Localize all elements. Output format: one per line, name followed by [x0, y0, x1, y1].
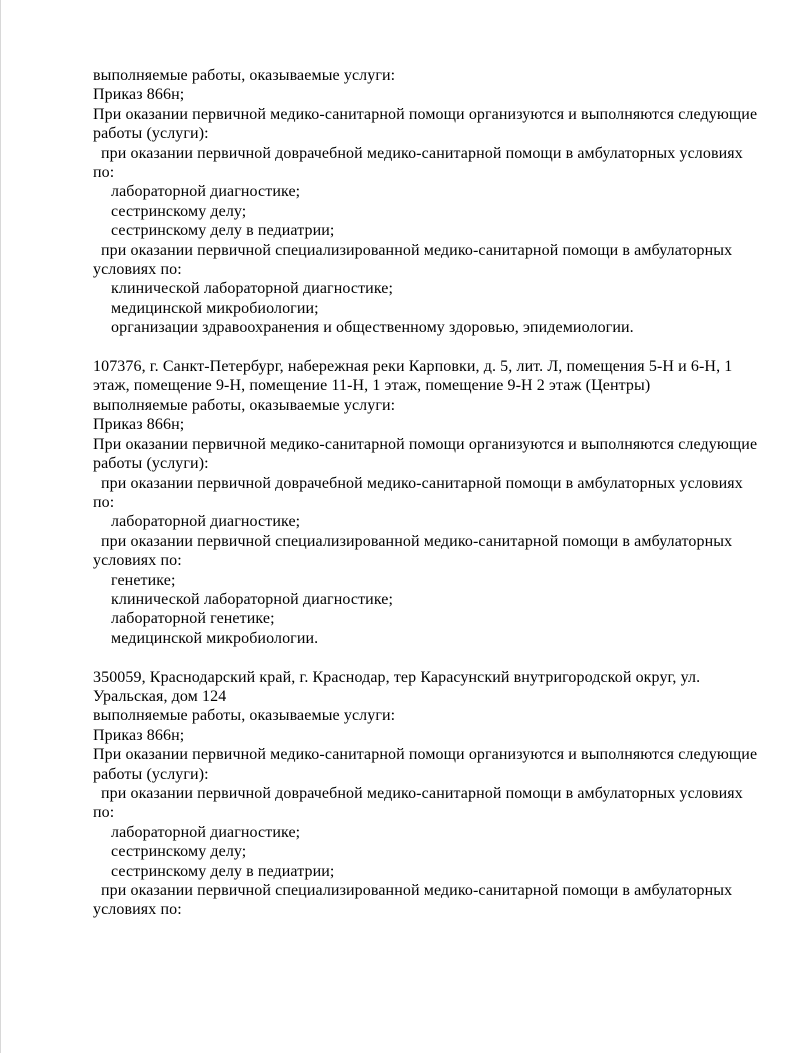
- text-line: лабораторной диагностике;: [111, 823, 301, 841]
- text-line: условиях по:: [93, 261, 182, 279]
- text-line: сестринскому делу в педиатрии;: [111, 222, 335, 240]
- document-section: [93, 357, 758, 648]
- text-line: при оказании первичной специализированной медико-санитарной помощи в амбулаторных: [101, 241, 733, 259]
- text-line: при оказании первичной доврачебной медико-санитарной помощи в амбулаторных условиях: [101, 474, 743, 492]
- text-line: 350059, Краснодарский край, г. Краснодар, тер Карасунский внутригородской округ, ул.: [93, 668, 701, 686]
- text-line: 107376, г. Санкт-Петербург, набережная реки Карповки, д. 5, лит. Л, помещения 5-Н и 6-Н, 1: [93, 358, 733, 376]
- text-line: лабораторной генетике;: [111, 610, 275, 628]
- text-line: при оказании первичной специализированной медико-санитарной помощи в амбулаторных: [101, 532, 733, 550]
- text-line: выполняемые работы, оказываемые услуги:: [93, 396, 396, 414]
- text-line: при оказании первичной доврачебной медико-санитарной помощи в амбулаторных условиях: [101, 785, 743, 802]
- text-line: Приказ 866н;: [93, 416, 185, 434]
- text-line: клинической лабораторной диагностике;: [111, 590, 394, 608]
- text-line: при оказании первичной специализированной медико-санитарной помощи в амбулаторных: [101, 882, 733, 900]
- text-line: Уральская, дом 124: [93, 687, 227, 705]
- text-line: При оказании первичной медико-санитарной помощи организуются и выполняются следующие: [93, 435, 758, 453]
- text-line: клинической лабораторной диагностике;: [111, 280, 394, 298]
- text-line: сестринскому делу;: [111, 202, 247, 220]
- text-line: лабораторной диагностике;: [111, 513, 301, 531]
- text-line: работы (услуги):: [93, 765, 209, 783]
- text-line: Приказ 866н;: [93, 726, 185, 744]
- document-section: [93, 668, 758, 920]
- text-line: медицинской микробиологии.: [111, 629, 319, 647]
- text-line: генетике;: [111, 571, 176, 589]
- text-line: При оказании первичной медико-санитарной помощи организуются и выполняются следующие: [93, 105, 758, 123]
- document-section: [93, 66, 758, 338]
- text-line: сестринскому делу в педиатрии;: [111, 862, 335, 880]
- text-line: выполняемые работы, оказываемые услуги:: [93, 707, 396, 725]
- text-line: условиях по:: [93, 901, 182, 919]
- text-line: лабораторной диагностике;: [111, 183, 301, 201]
- text-line: по:: [93, 804, 115, 822]
- text-line: по:: [93, 493, 115, 511]
- text-line: При оказании первичной медико-санитарной помощи организуются и выполняются следующие: [93, 746, 758, 764]
- text-line: сестринскому делу;: [111, 843, 247, 861]
- text-line: организации здравоохранения и общественному здоровью, эпидемиологии.: [111, 319, 634, 337]
- text-line: этаж, помещение 9-Н, помещение 11-Н, 1 этаж, помещение 9-Н 2 этаж (Центры): [93, 377, 651, 395]
- text-line: по:: [93, 164, 115, 182]
- text-line: при оказании первичной доврачебной медико-санитарной помощи в амбулаторных условиях: [101, 144, 743, 162]
- document-content: [1, 0, 793, 920]
- text-line: выполняемые работы, оказываемые услуги:: [93, 67, 396, 84]
- text-line: работы (услуги):: [93, 455, 209, 473]
- text-line: медицинской микробиологии;: [111, 299, 319, 317]
- text-line: работы (услуги):: [93, 125, 209, 143]
- text-line: условиях по:: [93, 552, 182, 570]
- text-line: Приказ 866н;: [93, 86, 185, 104]
